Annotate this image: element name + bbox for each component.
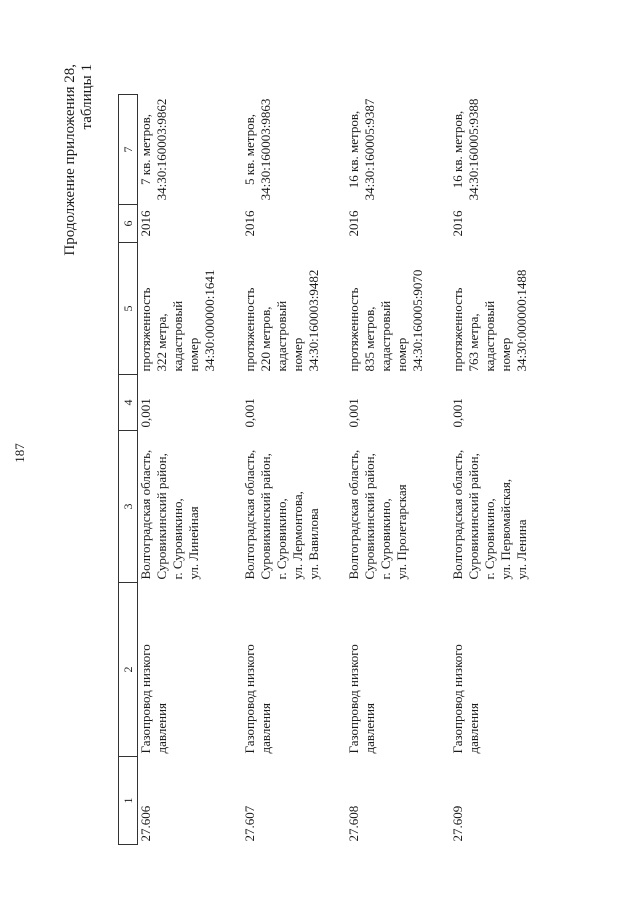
land-plot-info [138, 95, 242, 205]
object-address-line: Суровикинский район, [465, 453, 481, 580]
object-description-line: протяженность [241, 287, 257, 372]
table-header-row [119, 95, 138, 845]
object-year: 2016 [345, 210, 361, 237]
land-plot-info-line: 16 кв. метров, [449, 110, 465, 189]
object-description-line: номер [186, 337, 201, 372]
object-name-line: Газопровод низкого [345, 644, 361, 754]
object-description [242, 243, 346, 375]
continuation-title-line2: таблицы 1 [79, 64, 95, 130]
object-address [346, 431, 450, 583]
object-description [138, 243, 242, 375]
header-cell-5: 5 [119, 243, 138, 375]
object-description-line: 220 метров, [257, 306, 273, 372]
object-value: 0,001 [345, 398, 361, 428]
land-plot-info-line: 34:30:160005:9387 [361, 98, 377, 201]
object-name-line: давления [465, 702, 481, 754]
object-address-line: Суровикинский район, [154, 453, 169, 580]
object-address-line: г. Суровикино, [273, 498, 289, 580]
header-cell-2: 2 [119, 583, 138, 757]
table-row [450, 95, 554, 845]
object-address-line: ул. Вавилова [305, 508, 321, 580]
object-address-line: г. Суровикино, [377, 498, 393, 580]
object-year: 2016 [241, 210, 257, 237]
header-cell-6: 6 [119, 205, 138, 243]
object-address-line: ул. Ленина [513, 519, 529, 580]
table-row [138, 95, 242, 845]
object-address [450, 431, 554, 583]
object-description-line: кадастровый [481, 300, 497, 372]
object-year: 2016 [138, 210, 153, 237]
row-number: 27.607 [241, 805, 257, 842]
object-address-line: Суровикинский район, [257, 453, 273, 580]
object-description [346, 243, 450, 375]
object-name-line: давления [154, 702, 169, 754]
object-description-line: номер [289, 337, 305, 372]
object-description-line: протяженность [138, 287, 153, 372]
object-description-line: кадастровый [377, 300, 393, 372]
object-address-line: Волгоградская область, [241, 449, 257, 580]
header-cell-4: 4 [119, 375, 138, 431]
row-number: 27.606 [138, 805, 153, 842]
object-address-line: ул. Пролетарская [393, 484, 409, 580]
header-cell-7: 7 [119, 95, 138, 205]
header-cell-1: 1 [119, 757, 138, 845]
object-address-line: г. Суровикино, [481, 498, 497, 580]
object-address-line: ул. Первомайская, [497, 478, 513, 580]
object-description-line: 835 метров, [361, 306, 377, 372]
object-description-line: 34:30:160005:9070 [409, 269, 425, 372]
table-row [346, 95, 450, 845]
object-name [450, 583, 554, 757]
object-address [242, 431, 346, 583]
header-cell-3: 3 [119, 431, 138, 583]
object-year: 2016 [449, 210, 465, 237]
continuation-title-line1: Продолжение приложения 28, [62, 64, 78, 256]
row-number: 27.609 [449, 805, 465, 842]
object-address-line: ул. Лермонтова, [289, 491, 305, 580]
object-description [450, 243, 554, 375]
object-description-line: номер [497, 337, 513, 372]
object-description-line: 34:30:160003:9482 [305, 269, 321, 372]
object-description-line: кадастровый [170, 300, 185, 372]
object-description-line: 34:30:000000:1641 [202, 269, 217, 372]
object-name-line: Газопровод низкого [449, 644, 465, 754]
object-name-line: Газопровод низкого [138, 644, 153, 754]
land-plot-info-line: 16 кв. метров, [345, 110, 361, 189]
land-plot-info-line: 5 кв. метров, [241, 114, 257, 185]
land-plot-info-line: 34:30:160003:9862 [154, 98, 169, 201]
object-address-line: Суровикинский район, [361, 453, 377, 580]
table-row [242, 95, 346, 845]
object-description-line: 322 метра, [154, 313, 169, 372]
object-description-line: номер [393, 337, 409, 372]
object-description-line: 763 метра, [465, 313, 481, 372]
land-plot-info [346, 95, 450, 205]
object-address [138, 431, 242, 583]
object-description-line: протяженность [449, 287, 465, 372]
object-name-line: Газопровод низкого [241, 644, 257, 754]
object-name-line: давления [257, 702, 273, 754]
object-name-line: давления [361, 702, 377, 754]
object-value: 0,001 [241, 398, 257, 428]
object-address-line: г. Суровикино, [170, 498, 185, 580]
land-plot-info-line: 34:30:160003:9863 [257, 98, 273, 201]
object-description-line: 34:30:000000:1488 [513, 269, 529, 372]
object-description-line: кадастровый [273, 300, 289, 372]
object-name [242, 583, 346, 757]
row-number: 27.608 [345, 805, 361, 842]
page-number: 187 [12, 443, 27, 463]
object-address-line: Волгоградская область, [345, 449, 361, 580]
object-name [138, 583, 242, 757]
land-plot-info-line: 34:30:160005:9388 [465, 98, 481, 201]
object-value: 0,001 [449, 398, 465, 428]
object-address-line: Волгоградская область, [449, 449, 465, 580]
object-name [346, 583, 450, 757]
object-description-line: протяженность [345, 287, 361, 372]
land-plot-info [242, 95, 346, 205]
property-table [118, 94, 554, 845]
land-plot-info-line: 7 кв. метров, [138, 114, 153, 185]
object-address-line: Волгоградская область, [138, 449, 153, 580]
land-plot-info [450, 95, 554, 205]
continuation-title [62, 64, 96, 256]
object-address-line: ул. Линейная [186, 506, 201, 580]
object-value: 0,001 [138, 398, 153, 428]
